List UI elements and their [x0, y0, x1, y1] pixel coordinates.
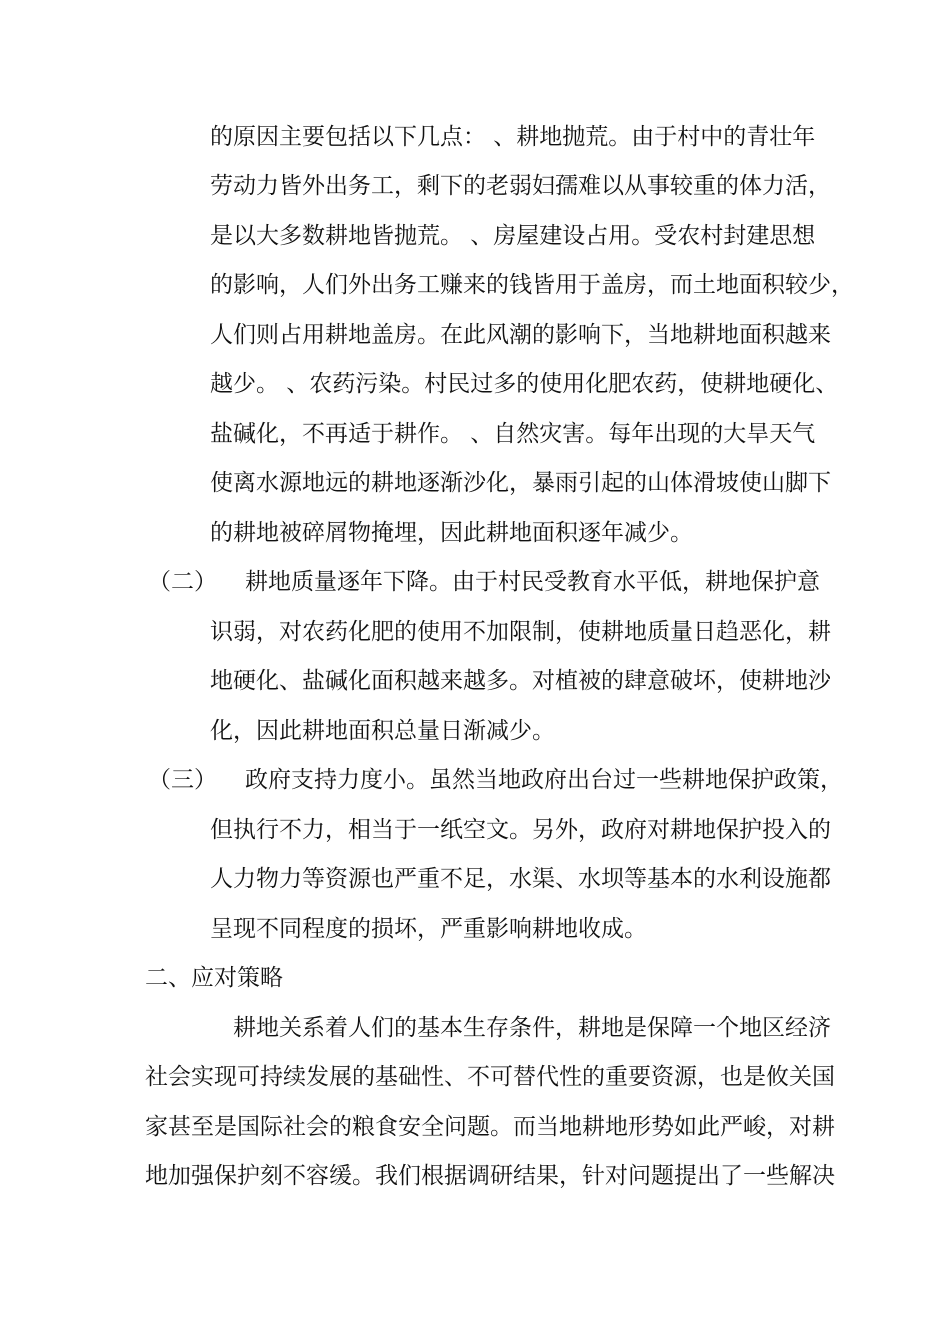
text-line: 识弱，对农药化肥的使用不加限制，使耕地质量日趋恶化，耕 — [210, 619, 831, 645]
item-2-marker: （二） — [148, 569, 217, 595]
text-line: 是以大多数耕地皆抛荒。 、房屋建设占用。受农村封建思想 — [210, 223, 816, 249]
text-line: 使离水源地远的耕地逐渐沙化，暴雨引起的山体滑坡使山脚下 — [210, 470, 831, 496]
text-line: 呈现不同程度的损坏，严重影响耕地收成。 — [210, 916, 647, 942]
text-line: 越少。 、农药污染。村民过多的使用化肥农药，使耕地硬化、 — [210, 371, 839, 397]
text-line: 耕地质量逐年下降。由于村民受教育水平低，耕地保护意 — [245, 569, 820, 595]
text-line: 家甚至是国际社会的粮食安全问题。而当地耕地形势如此严峻，对耕 — [145, 1114, 835, 1140]
text-line: 的影响，人们外出务工赚来的钱皆用于盖房，而土地面积较少， — [210, 272, 854, 298]
text-line: 盐碱化，不再适于耕作。 、自然灾害。每年出现的大旱天气 — [210, 421, 816, 447]
text-line: 耕地关系着人们的基本生存条件，耕地是保障一个地区经济 — [233, 1015, 831, 1041]
text-line: 化，因此耕地面积总量日渐减少。 — [210, 718, 555, 744]
text-line: 的耕地被碎屑物掩埋，因此耕地面积逐年减少。 — [210, 520, 693, 546]
text-line: 社会实现可持续发展的基础性、不可替代性的重要资源，也是攸关国 — [145, 1064, 835, 1090]
text-line: 劳动力皆外出务工，剩下的老弱妇孺难以从事较重的体力活， — [210, 173, 831, 199]
text-line: 但执行不力，相当于一纸空文。另外，政府对耕地保护投入的 — [210, 817, 831, 843]
section-heading: 二、应对策略 — [145, 965, 283, 991]
text-line: 政府支持力度小。虽然当地政府出台过一些耕地保护政策， — [245, 767, 843, 793]
text-line: 人力物力等资源也严重不足，水渠、水坝等基本的水利设施都 — [210, 866, 831, 892]
text-line: 人们则占用耕地盖房。在此风潮的影响下，当地耕地面积越来 — [210, 322, 831, 348]
text-line: 的原因主要包括以下几点： 、耕地抛荒。由于村中的青壮年 — [210, 124, 816, 150]
text-line: 地硬化、盐碱化面积越来越多。对植被的肆意破坏，使耕地沙 — [210, 668, 831, 694]
item-3-marker: （三） — [148, 767, 217, 793]
text-line: 地加强保护刻不容缓。我们根据调研结果，针对问题提出了一些解决 — [145, 1163, 835, 1189]
